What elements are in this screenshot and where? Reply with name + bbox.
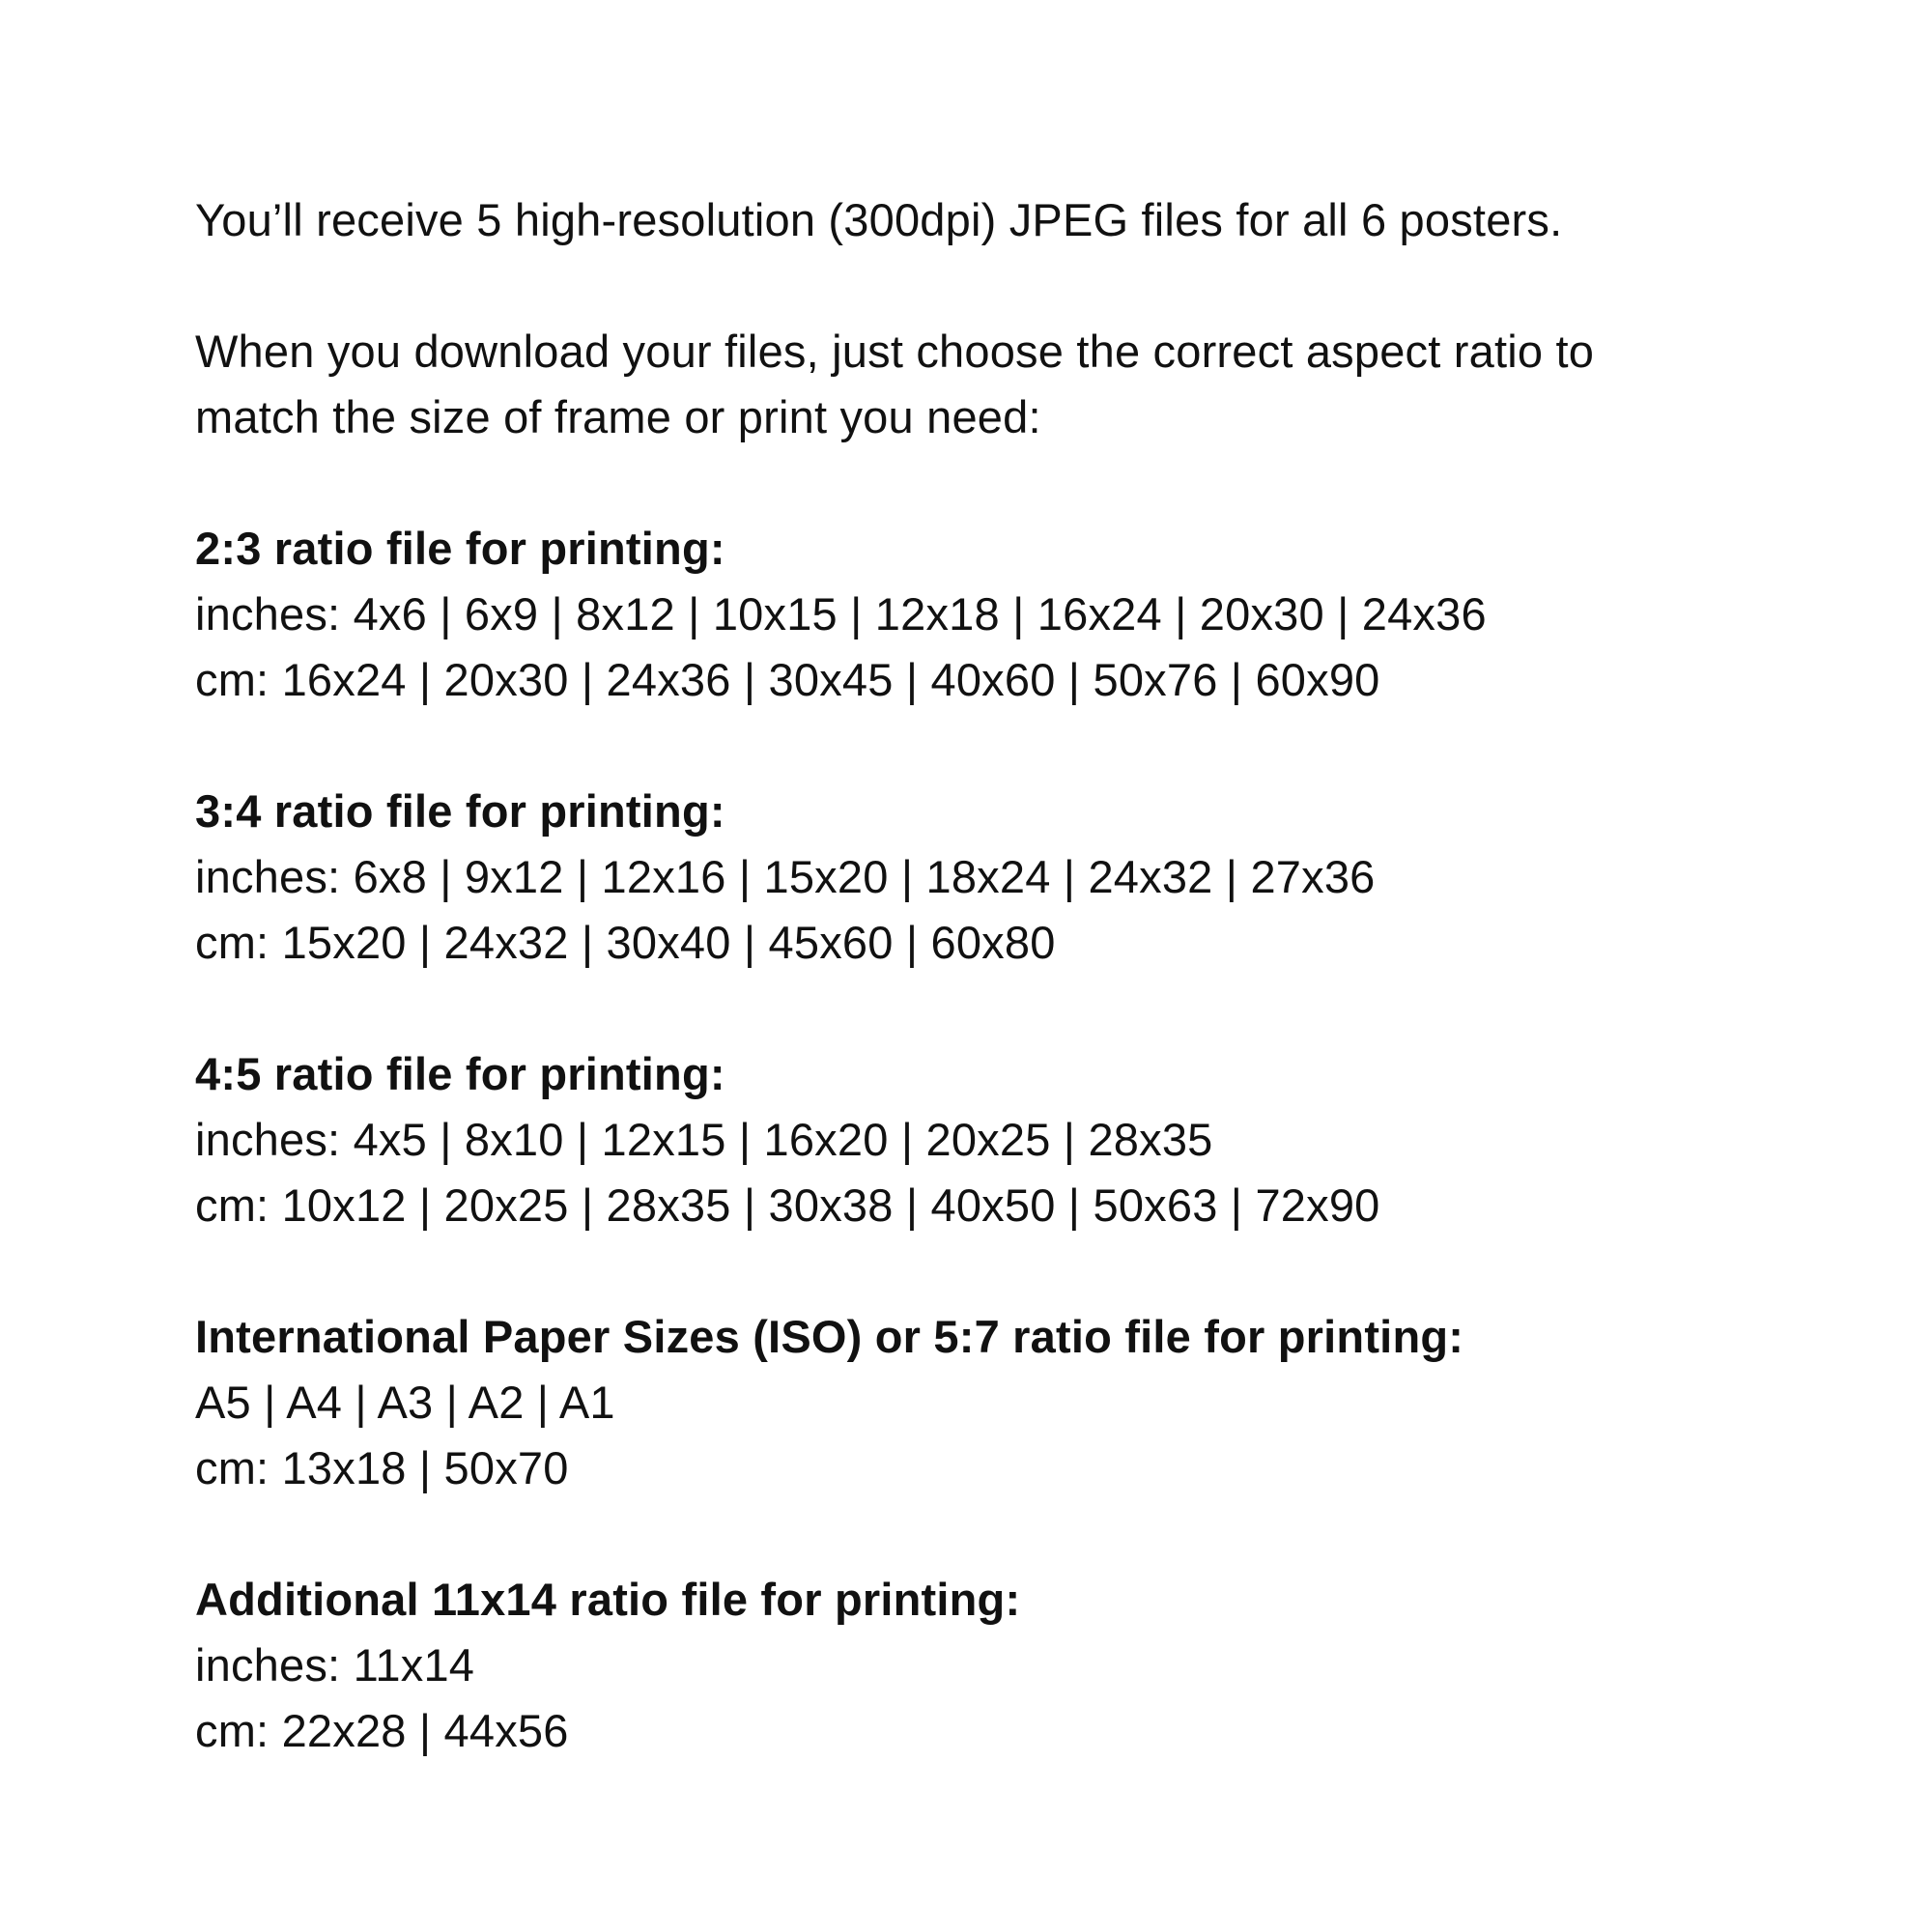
section-heading: Additional 11x14 ratio file for printing: [195,1574,1021,1625]
section-3-4-ratio [195,779,1702,976]
section-heading: 4:5 ratio file for printing: [195,1048,725,1099]
intro-paragraph-aspect-ratio: When you download your files, just choose the correct aspect ratio to match the size of frame or print you need: [195,326,1595,442]
intro-paragraph-files: You’ll receive 5 high-resolution (300dpi) JPEG files for all 6 posters. [195,194,1563,245]
section-11x14-ratio [195,1567,1702,1764]
size-line-inches: inches: 4x6 | 6x9 | 8x12 | 10x15 | 12x18 | 16x24 | 20x30 | 24x36 [195,588,1487,639]
size-line-inches: inches: 4x5 | 8x10 | 12x15 | 16x20 | 20x25 | 28x35 [195,1114,1213,1165]
section-heading: 3:4 ratio file for printing: [195,785,725,837]
size-line-inches: inches: 6x8 | 9x12 | 12x16 | 15x20 | 18x24 | 24x32 | 27x36 [195,851,1376,902]
section-4-5-ratio [195,1041,1702,1238]
section-2-3-ratio [195,516,1702,713]
size-line-cm: cm: 15x20 | 24x32 | 30x40 | 45x60 | 60x80 [195,917,1056,968]
size-line-cm: cm: 10x12 | 20x25 | 28x35 | 30x38 | 40x50 | 50x63 | 72x90 [195,1179,1380,1231]
section-heading: 2:3 ratio file for printing: [195,523,725,574]
size-line-inches: inches: 11x14 [195,1639,475,1690]
size-line-cm: cm: 16x24 | 20x30 | 24x36 | 30x45 | 40x60 | 50x76 | 60x90 [195,654,1380,705]
section-iso-5-7-ratio [195,1304,1702,1501]
section-heading: International Paper Sizes (ISO) or 5:7 ratio file for printing: [195,1311,1464,1362]
size-line-iso: A5 | A4 | A3 | A2 | A1 [195,1377,615,1428]
size-line-cm: cm: 13x18 | 50x70 [195,1442,569,1493]
size-line-cm: cm: 22x28 | 44x56 [195,1705,569,1756]
document-body [195,187,1702,1764]
